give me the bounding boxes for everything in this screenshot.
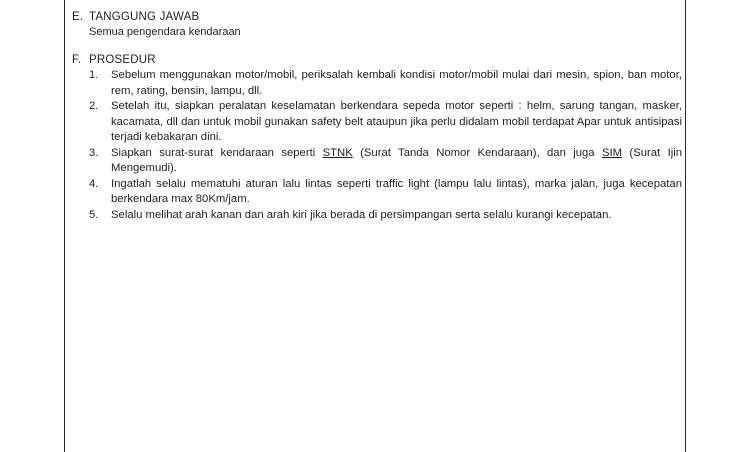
procedure-step <box>89 208 682 224</box>
procedure-step <box>89 68 682 99</box>
step-text: Setelah itu, siapkan peralatan keselamatan berkendara sepeda motor seperti : helm, sarung tangan, masker, kacamata, dll dan untuk mobil gunakan safety belt ataupun jika perlu didalam mobil terdapat Apar untuk antisipasi terjadi kebakaran dini. <box>111 100 682 143</box>
step-text <box>111 146 682 177</box>
section-heading <box>72 53 682 68</box>
stnk-underlined: STNK <box>322 146 353 159</box>
step-text: Selalu melihat arah kanan dan arah kiri jika berada di persimpangan serta selalu kurangi kecepatan. <box>111 208 612 221</box>
step-text: Sebelum menggunakan motor/mobil, periksalah kembali kondisi motor/mobil mulai dari mesin, spion, ban motor, rem, rating, bensin, lampu, dll. <box>111 69 682 97</box>
procedure-step <box>89 146 682 177</box>
section-prosedur <box>72 53 682 223</box>
section-text: Semua pengendara kendaraan <box>89 26 241 38</box>
section-heading <box>72 10 241 25</box>
step-number: 1. <box>89 69 99 81</box>
section-tanggung-jawab <box>72 10 241 40</box>
sim-underlined: SIM <box>601 146 623 159</box>
step-text-part: (Surat Ijin Mengemudi). <box>111 146 683 174</box>
section-title: PROSEDUR <box>89 54 156 66</box>
procedure-list <box>89 68 682 223</box>
step-number: 2. <box>89 100 99 112</box>
section-letter: E. <box>72 11 84 23</box>
step-text-part: Siapkan surat-surat kendaraan seperti <box>111 146 323 159</box>
procedure-step <box>89 99 682 146</box>
procedure-step <box>89 177 682 208</box>
section-title: TANGGUNG JAWAB <box>89 11 200 23</box>
section-letter: F. <box>72 54 82 66</box>
step-text-part: (Surat Tanda Nomor Kendaraan), dan juga <box>352 146 602 159</box>
step-number: 5. <box>89 208 99 221</box>
step-number: 4. <box>89 177 99 190</box>
step-text: Ingatlah selalu mematuhi aturan lalu lintas seperti traffic light (lampu lalu lintas), marka jalan, juga kecepatan berkendara max 80Km/jam. <box>111 177 682 205</box>
step-number: 3. <box>89 146 99 159</box>
